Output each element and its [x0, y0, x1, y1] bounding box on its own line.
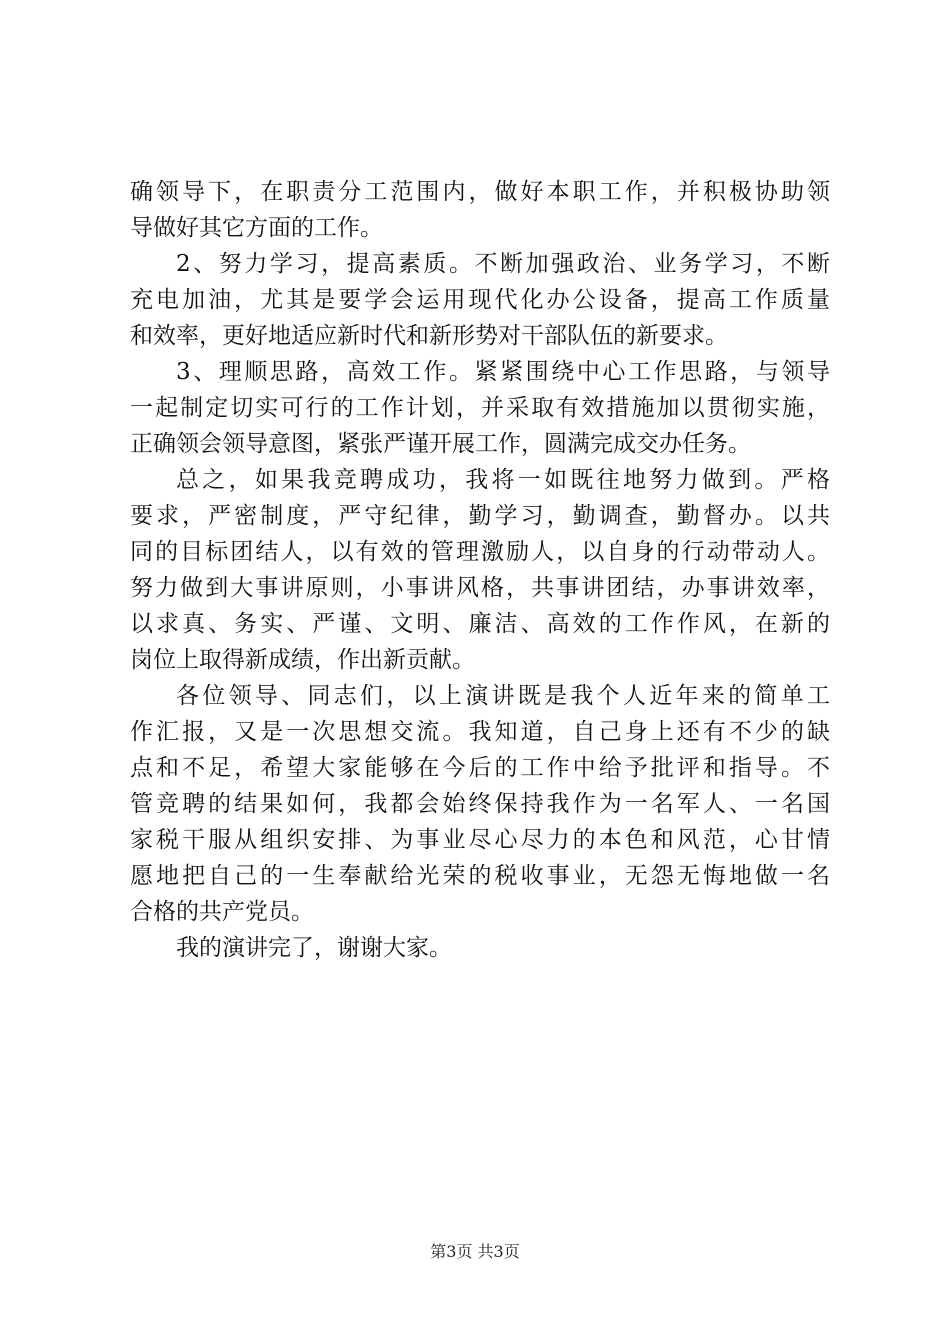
- text-line: 努力做到大事讲原则，小事讲风格，共事讲团结，办事讲效率，: [130, 575, 830, 601]
- text-line: 3、理顺思路，高效工作。紧紧围绕中心工作思路，与领导: [176, 359, 830, 385]
- text-line: 点和不足，希望大家能够在今后的工作中给予批评和指导。不: [130, 755, 830, 781]
- text-line: 各位领导、同志们，以上演讲既是我个人近年来的简单工: [176, 683, 830, 709]
- text-line: 以求真、务实、严谨、文明、廉洁、高效的工作作风，在新的: [130, 611, 830, 637]
- text-line: 总之，如果我竞聘成功，我将一如既往地努力做到。严格: [176, 467, 830, 493]
- text-line: 同的目标团结人，以有效的管理激励人，以自身的行动带动人。: [130, 539, 830, 565]
- text-line: 充电加油，尤其是要学会运用现代化办公设备，提高工作质量: [130, 287, 830, 313]
- text-line: 正确领会领导意图，紧张严谨开展工作，圆满完成交办任务。: [130, 431, 751, 457]
- page-footer: 第3页 共3页: [430, 1242, 520, 1261]
- text-line: 和效率，更好地适应新时代和新形势对干部队伍的新要求。: [130, 323, 728, 349]
- text-line: 合格的共产党员。: [130, 899, 314, 925]
- document-body: [130, 174, 830, 966]
- text-line: 要求，严密制度，严守纪律，勤学习，勤调查，勤督办。以共: [130, 503, 830, 529]
- text-line: 岗位上取得新成绩，作出新贡献。: [130, 647, 475, 673]
- text-line: 愿地把自己的一生奉献给光荣的税收事业，无怨无悔地做一名: [130, 863, 830, 889]
- text-line: 一起制定切实可行的工作计划，并采取有效措施加以贯彻实施，: [130, 395, 830, 421]
- text-line: 我的演讲完了，谢谢大家。: [176, 935, 452, 961]
- text-line: 管竞聘的结果如何，我都会始终保持我作为一名军人、一名国: [130, 791, 830, 817]
- text-line: 作汇报，又是一次思想交流。我知道，自己身上还有不少的缺: [130, 719, 830, 745]
- text-line: 家税干服从组织安排、为事业尽心尽力的本色和风范，心甘情: [130, 827, 830, 853]
- text-line: 2、努力学习，提高素质。不断加强政治、业务学习，不断: [176, 251, 830, 277]
- text-line: 确领导下，在职责分工范围内，做好本职工作，并积极协助领: [130, 179, 830, 205]
- text-line: 导做好其它方面的工作。: [130, 215, 383, 241]
